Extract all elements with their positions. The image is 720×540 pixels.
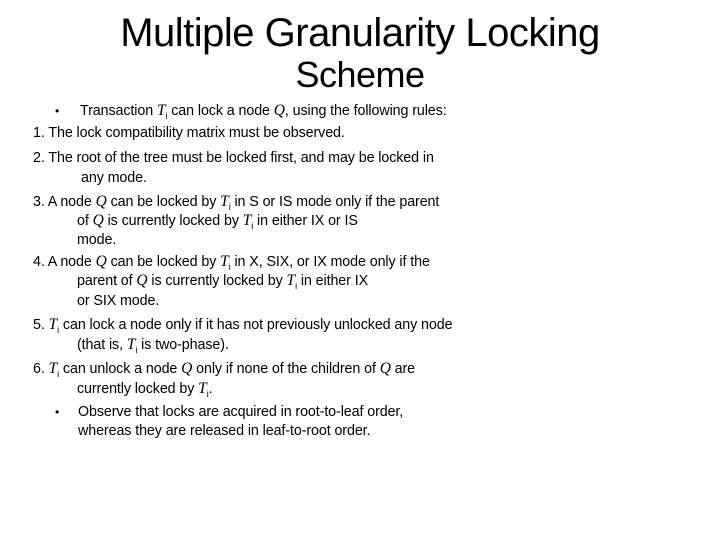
italic-symbol: T [286, 272, 296, 289]
text-segment: 5. [33, 317, 49, 333]
text-segment: (that is, [77, 337, 127, 353]
subscript: i [57, 368, 60, 379]
text-line [81, 169, 147, 187]
text-segment: is currently locked by [103, 213, 243, 229]
italic-symbol: T [126, 336, 136, 353]
text-line [33, 316, 452, 334]
italic-symbol: T [242, 212, 252, 229]
italic-symbol: T [48, 316, 58, 333]
text-segment: in X, SIX, or IX mode only if the [230, 254, 430, 270]
bullet-icon: • [55, 405, 60, 419]
text-segment: 6. [33, 361, 49, 377]
subscript: i [135, 344, 138, 355]
italic-symbol: T [220, 193, 229, 210]
slide-title: Multiple Granularity Locking [120, 11, 600, 55]
text-segment: are [390, 361, 416, 377]
text-segment: in either IX [296, 273, 368, 289]
text-line [78, 403, 403, 421]
italic-symbol: T [220, 253, 229, 270]
subscript: i [251, 220, 254, 231]
text-segment: mode. [77, 232, 117, 248]
text-segment: currently locked by [77, 381, 199, 397]
text-segment: 3. A node [33, 194, 96, 210]
text-segment: Transaction [80, 103, 157, 119]
text-segment: in S or IS mode only if the parent [230, 194, 440, 210]
text-segment: can lock a node [167, 103, 274, 119]
subscript: i [165, 110, 168, 121]
subscript: i [57, 324, 60, 335]
italic-symbol: Q [95, 253, 107, 270]
text-line [77, 231, 116, 249]
text-segment: in either IX or IS [253, 213, 358, 229]
text-line [78, 422, 370, 440]
text-segment: or SIX mode. [77, 293, 160, 309]
text-line [77, 380, 212, 398]
text-segment: only if none of the children of [192, 361, 380, 377]
italic-symbol: Q [136, 272, 148, 289]
text-line [33, 360, 415, 378]
text-segment: can lock a node only if it has not previously unlocked any node [59, 317, 453, 333]
subscript: i [228, 261, 231, 272]
text-line [33, 149, 434, 167]
text-line [33, 124, 345, 142]
text-segment: can be locked by [106, 194, 221, 210]
text-line [80, 102, 447, 120]
italic-symbol: Q [181, 360, 193, 377]
italic-symbol: T [156, 102, 166, 119]
text-segment: Observe that locks are acquired in root-to-leaf order, [78, 404, 404, 420]
subscript: i [228, 201, 231, 212]
slide-title-continued: Scheme [295, 54, 425, 95]
italic-symbol: Q [273, 102, 285, 119]
text-segment: 4. A node [33, 254, 96, 270]
italic-symbol: T [198, 380, 207, 397]
text-line [33, 253, 430, 271]
text-line [77, 336, 229, 354]
text-segment: can be locked by [106, 254, 221, 270]
text-segment: 1. The lock compatibility matrix must be observed. [33, 125, 345, 141]
text-line [77, 292, 159, 310]
text-segment: , using the following rules: [284, 103, 447, 119]
italic-symbol: Q [95, 193, 107, 210]
subscript: i [295, 280, 297, 291]
italic-symbol: T [48, 360, 58, 377]
subscript: i [206, 388, 209, 399]
text-segment: can unlock a node [59, 361, 182, 377]
text-segment: 2. The root of the tree must be locked first, and may be locked in [33, 150, 434, 166]
text-line [33, 193, 439, 211]
text-segment: any mode. [81, 170, 147, 186]
italic-symbol: Q [379, 360, 391, 377]
text-line [77, 272, 368, 290]
text-segment: . [208, 381, 213, 397]
text-segment: is currently locked by [147, 273, 287, 289]
text-segment: whereas they are released in leaf-to-root order. [78, 423, 371, 439]
text-segment: parent of [77, 273, 137, 289]
text-segment: of [77, 213, 93, 229]
italic-symbol: Q [92, 212, 104, 229]
text-segment: is two-phase). [137, 337, 229, 353]
text-line [77, 212, 358, 230]
bullet-icon: • [55, 104, 60, 118]
